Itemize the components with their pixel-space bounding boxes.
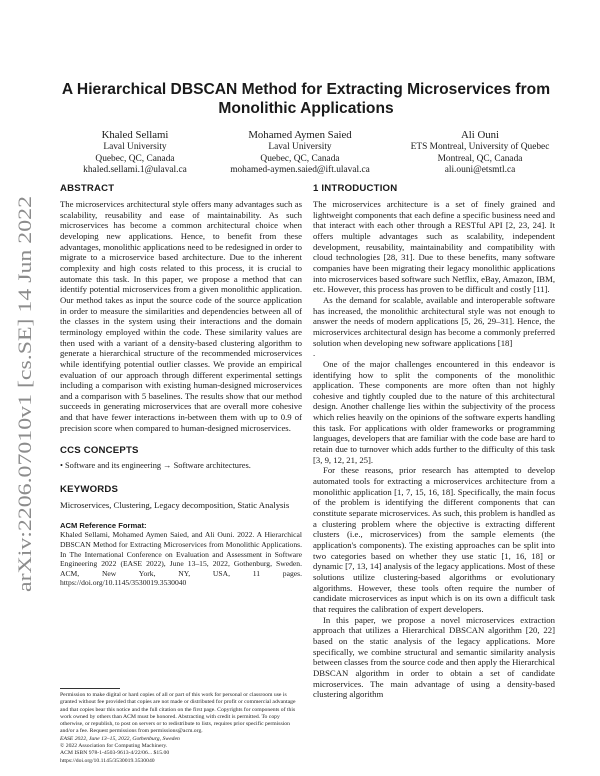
author-email[interactable]: mohamed-aymen.saied@ift.ulaval.ca: [230, 165, 370, 176]
author-block-1: [70, 129, 200, 177]
permission-text: Permission to make digital or hard copies of all or part of this work for personal or classroom use is granted without fee provided that copies are not made or distributed for profit or commercial advantage and that copies bear this notice and the full citation on the first page. Copyrights for components of this work owned by others than ACM must be honored. Abstracting with credit is permitted. To copy otherwise, or republish, to post on servers or to redistribute to lists, requires prior specific permission and/or a fee. Request permissions from permissions@acm.org.: [60, 692, 296, 735]
paper-title: A Hierarchical DBSCAN Method for Extracting Microservices from Monolithic Applications: [61, 81, 551, 117]
author-name: Mohamed Aymen Saied: [248, 129, 352, 141]
author-affiliation: Laval University: [268, 142, 332, 152]
keywords-heading: KEYWORDS: [60, 484, 119, 496]
ccs-concept-item: • Software and its engineering → Software architectures.: [60, 461, 251, 471]
arxiv-stamp-text: arXiv:2206.07010v1 [cs.SE] 14 Jun 2022: [15, 276, 36, 592]
copyright-line: © 2022 Association for Computing Machinery.: [60, 743, 168, 750]
author-block-2: [222, 129, 378, 177]
introduction-heading: 1 INTRODUCTION: [313, 183, 398, 194]
author-block-3: [400, 129, 560, 177]
intro-paragraph: As the demand for scalable, available and interoperable software has increased, the monolithic architectural style was not enough to answer the needs of modern applications [5, 26, 29–31]. Hence, the microservices architectural design has become a commonly preferred solution when developing new software applications [18]: [313, 294, 555, 348]
author-affiliation: ETS Montreal, University of Quebec: [410, 142, 550, 152]
reference-format-label: ACM Reference Format:: [60, 520, 147, 530]
author-name: Khaled Sellami: [101, 129, 169, 141]
author-affiliation: Laval University: [103, 142, 167, 152]
doi-link[interactable]: https://doi.org/10.1145/3530019.3530040: [60, 757, 155, 764]
author-email[interactable]: ali.ouni@etsmtl.ca: [444, 165, 516, 176]
intro-paragraph: .: [313, 348, 316, 359]
intro-paragraph: One of the major challenges encountered in this endeavor is identifying how to split the components of the monolithic application. These components are more often than not highly cohesive and tightly coupled due to the nature of this architectural design. Another challenge lies within the subjectivity of the process which relies heavily on the opinions of the software experts handling this task. For applications with older frameworks or programming languages, developers that are familiar with the code base are hard to retain due to turnover which adds further to the difficulty of this task [3, 9, 12, 21, 25].: [313, 358, 555, 465]
author-location: Quebec, QC, Canada: [260, 153, 340, 164]
author-name: Ali Ouni: [460, 129, 500, 141]
left-column: [60, 183, 302, 588]
author-email[interactable]: khaled.sellami.1@ulaval.ca: [83, 165, 187, 176]
abstract-heading: ABSTRACT: [60, 183, 115, 194]
isbn-line: ACM ISBN 978-1-4503-9613-4/22/06... $15.00: [60, 750, 170, 757]
keywords-text: Microservices, Clustering, Legacy decomposition, Static Analysis: [60, 500, 290, 511]
intro-paragraph: The microservices architecture is a set of finely grained and lightweight components that each define a specific business need and that interact with each other through a RESTful API [2, 23, 24]. It offers multiple advantages such as scalability, independent development, reusability, maintainability and compatibility with cloud technologies [28, 31]. Due to these benefits, many software companies have been migrating their legacy monolithic applications into microservices based software such Netflix, eBay, Amazon, IBM, etc. However, this process has proven to be difficult and costly [11].: [313, 199, 555, 295]
arxiv-stamp: [14, 196, 36, 592]
permission-footnote: [60, 688, 302, 765]
abstract-text: The microservices architectural style offers many advantages such as scalability, reusability and ease of maintainability. As such microservices has become a common architectural choice when developing new applications. Hence, to benefit from these advantages, monolithic applications need to be redesigned in order to migrate to a microservice based architecture. Due to the inherent complexity and high costs related to this process, it is crucial to automate this task. In this paper, we propose a method that can identify potential microservices from a given monolithic application. Our method takes as input the source code of the source application in order to measure the similarities and dependencies between all of the classes in the system using their interactions and the domain terminology employed within the code. These similarity values are then used with a variant of a density-based clustering algorithm to generate a hierarchical structure of the recommended microservices while identifying potential outlier classes. We provide an empirical evaluation of our approach through different experimental settings including a comparison with existing human-designed microservices and a comparison with 5 baselines. The results show that our method succeeds in generating microservices that are overall more cohesive and that have fewer interactions in-between them with up to 0.9 of precision score when compared to human-designed microservices.: [60, 199, 302, 433]
intro-paragraph: In this paper, we propose a novel microservices extraction approach that utilizes a Hierarchical DBSCAN algorithm [20, 22] based on the static analysis of the legacy applications. More specifically, we combine structural and semantic similarity analysis between classes from the source code and then apply the Hierarchical DBSCAN algorithm in order to obtain a set of candidate microservices. The main advantage of using a density-based clustering algorithm: [313, 614, 555, 700]
footnote-divider: [60, 688, 120, 689]
author-location: Quebec, QC, Canada: [95, 153, 175, 164]
right-column: [313, 183, 555, 700]
reference-format-text: Khaled Sellami, Mohamed Aymen Saied, and Ali Ouni. 2022. A Hierarchical DBSCAN Method for Extracting Microservices from Monolithic Applications. In The International Conference on Evaluation and Assessment in Software Engineering 2022 (EASE 2022), June 13–15, 2022, Gothenburg, Sweden. ACM, New York, NY, USA, 11 pages. https://doi.org/10.1145/3530019.3530040: [60, 530, 302, 588]
acm-reference-format: [60, 521, 302, 588]
ccs-heading: CCS CONCEPTS: [60, 445, 139, 457]
author-location: Montreal, QC, Canada: [437, 153, 523, 164]
intro-paragraph: For these reasons, prior research has attempted to develop automated tools for extracting a microservices architecture from a monolithic application [1, 7, 15, 16, 18]. Specifically, the main focus of the problem is identifying the different components that can constitute separate microservices. As such, this problem is handled as a clustering problem where the objective is extracting different clusters (i.e., microservices) from the sample elements (the application's components). The existing approaches can be split into two categories based on whether they use static [1, 16, 18] or dynamic [7, 13, 14] analysis of the legacy applications. Most of these solutions utilize clustering-based algorithms or evolutionary algorithms. However, these tools often require the number of candidate microservices as input which is on its own a difficult task that requires the calibration of expert developers.: [313, 465, 555, 614]
venue-line: EASE 2022, June 13–15, 2022, Gothenburg, Sweden: [60, 735, 180, 742]
